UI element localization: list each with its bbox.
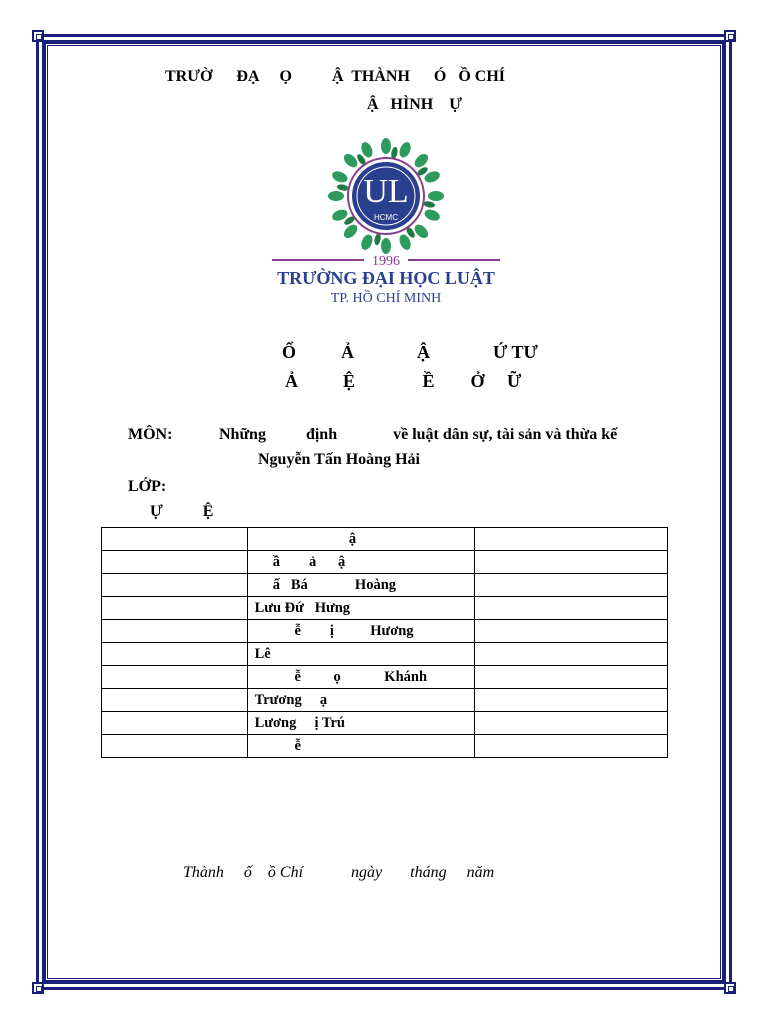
table-row (102, 735, 668, 758)
university-name: TRƯỜ ĐẠ Ọ Ậ THÀNH Ó Ồ CHÍ (165, 68, 506, 85)
table-row (102, 620, 668, 643)
table-cell (102, 597, 248, 620)
border-corner-top-right (724, 30, 736, 42)
table-cell (475, 528, 668, 551)
table-row (102, 712, 668, 735)
class-label: LỚP: (128, 478, 167, 495)
table-cell (102, 666, 248, 689)
table-cell (475, 666, 668, 689)
table-row (102, 666, 668, 689)
document-title-line-2: Ả Ệ Ề Ở Ữ (285, 371, 522, 391)
table-cell (475, 551, 668, 574)
table-cell: ấ Bá Hoàng (247, 574, 475, 597)
table-cell (102, 620, 248, 643)
table-cell: Lưu Đứ Hưng (247, 597, 475, 620)
table-cell (102, 528, 248, 551)
laurel-wreath-icon (328, 138, 444, 254)
group-members-label: Ự Ệ (150, 503, 214, 520)
table-row (102, 689, 668, 712)
table-row (102, 551, 668, 574)
logo-monogram: UL (363, 173, 409, 210)
logo-city: TP. HỒ CHÍ MINH (330, 291, 442, 306)
table-cell: ễ (247, 735, 475, 758)
table-cell: Lê (247, 643, 475, 666)
table-cell (102, 643, 248, 666)
table-cell: Lương ị Trú (247, 712, 475, 735)
border-corner-bottom-left (32, 982, 44, 994)
members-table (101, 527, 668, 758)
table-cell (475, 597, 668, 620)
table-cell (102, 689, 248, 712)
table-cell (475, 712, 668, 735)
logo-university-name: TRƯỜNG ĐẠI HỌC LUẬT (277, 268, 495, 288)
table-cell (475, 735, 668, 758)
table-cell (102, 735, 248, 758)
table-cell: ầ ả ậ (247, 551, 475, 574)
table-cell (102, 712, 248, 735)
subject-value: Những định về luật dân sự, tài sản và thừa kế (219, 426, 618, 443)
table-cell (475, 620, 668, 643)
table-row (102, 643, 668, 666)
table-cell (102, 574, 248, 597)
university-logo (266, 138, 506, 306)
table-cell (475, 689, 668, 712)
table-cell (102, 551, 248, 574)
place-and-date: Thành ố ồ Chí ngày tháng năm (183, 864, 495, 881)
table-cell: ậ (247, 528, 475, 551)
logo-year: 1996 (372, 254, 400, 269)
table-cell: ễ ọ Khánh (247, 666, 475, 689)
table-row (102, 528, 668, 551)
border-corner-top-left (32, 30, 44, 42)
document-title-line-1: Ổ Ả Ậ Ứ TƯ (282, 342, 538, 362)
table-cell (475, 643, 668, 666)
teacher-name: Nguyễn Tấn Hoàng Hải (258, 451, 420, 468)
border-corner-bottom-right (724, 982, 736, 994)
table-cell (475, 574, 668, 597)
logo-city-abbrev: HCMC (374, 213, 398, 222)
table-row (102, 597, 668, 620)
faculty-name: Ậ HÌNH Ự (367, 96, 462, 113)
table-cell: Trương ạ (247, 689, 475, 712)
table-cell: ễ ị Hương (247, 620, 475, 643)
table-row (102, 574, 668, 597)
subject-label: MÔN: (128, 426, 173, 443)
